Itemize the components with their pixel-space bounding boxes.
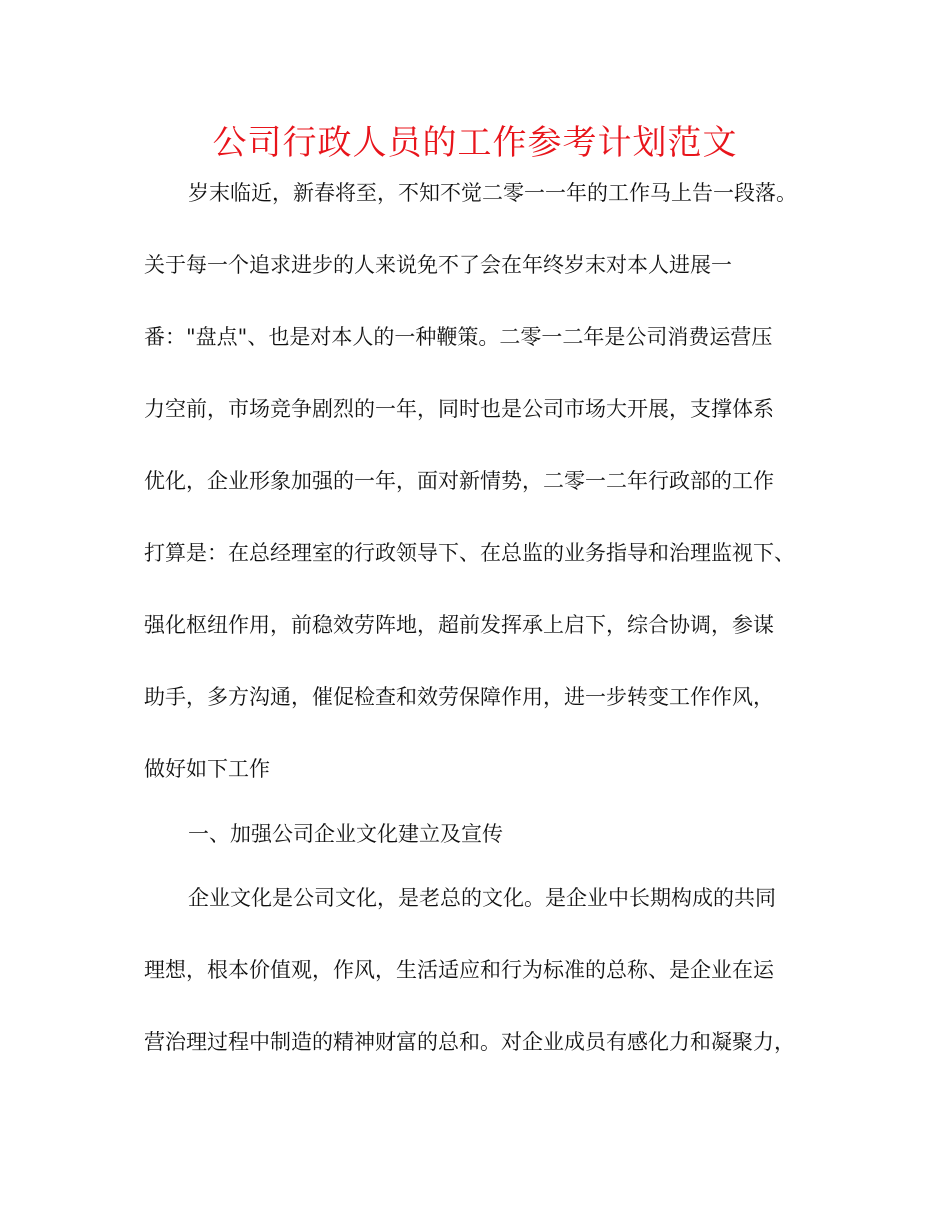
document-title: 公司行政人员的工作参考计划范文 xyxy=(212,123,738,163)
paragraph-line-12: 营治理过程中制造的精神财富的总和。对企业成员有感化力和凝聚力， xyxy=(144,1030,795,1054)
paragraph-line-6: 打算是：在总经理室的行政领导下、在总监的业务指导和治理监视下、 xyxy=(144,541,795,565)
paragraph-line-3: 番："盘点"、也是对本人的一种鞭策。二零一二年是公司消费运营压 xyxy=(144,325,773,349)
paragraph-line-1: 岁末临近，新春将至，不知不觉二零一一年的工作马上告一段落。 xyxy=(188,181,797,205)
paragraph-line-11: 理想，根本价值观，作风，生活适应和行为标准的总称、是企业在运 xyxy=(144,958,774,982)
section-heading: 一、加强公司企业文化建立及宣传 xyxy=(188,822,503,846)
paragraph-line-5: 优化，企业形象加强的一年，面对新情势，二零一二年行政部的工作 xyxy=(144,469,774,493)
paragraph-line-9: 做好如下工作 xyxy=(144,757,270,781)
paragraph-line-8: 助手，多方沟通，催促检查和效劳保障作用，进一步转变工作作风， xyxy=(144,685,774,709)
paragraph-line-10: 企业文化是公司文化，是老总的文化。是企业中长期构成的共同 xyxy=(188,886,776,910)
paragraph-line-2: 关于每一个追求进步的人来说免不了会在年终岁末对本人进展一 xyxy=(144,253,732,277)
paragraph-line-4: 力空前，市场竞争剧烈的一年，同时也是公司市场大开展，支撑体系 xyxy=(144,397,774,421)
paragraph-line-7: 强化枢纽作用，前稳效劳阵地，超前发挥承上启下，综合协调，参谋 xyxy=(144,613,774,637)
